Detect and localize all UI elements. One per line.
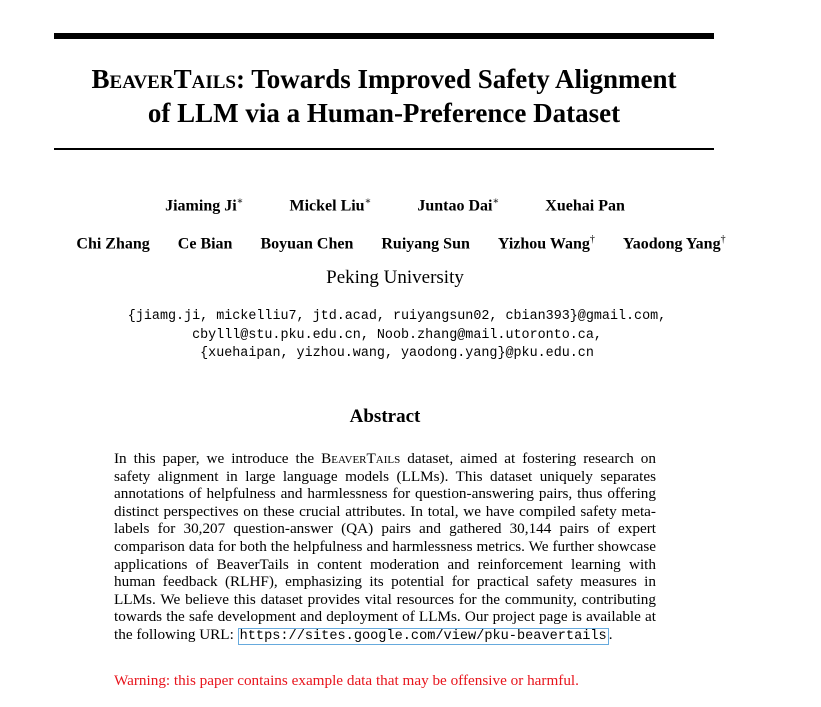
author: Chi Zhang bbox=[76, 235, 150, 253]
top-rule bbox=[54, 33, 714, 39]
title-line-2: of LLM via a Human-Preference Dataset bbox=[147, 98, 621, 128]
author: Jiaming Ji∗ bbox=[165, 196, 244, 215]
paper-title bbox=[40, 62, 728, 130]
email-line: cbylll@stu.pku.edu.cn, Noob.zhang@mail.utoronto.ca, bbox=[192, 327, 602, 343]
author: Juntao Dai∗ bbox=[417, 196, 500, 215]
content-warning: Warning: this paper contains example data that may be offensive or harmful. bbox=[114, 672, 579, 689]
author: Mickel Liu∗ bbox=[289, 196, 372, 215]
author: Yaodong Yang† bbox=[622, 234, 726, 253]
email-line: {jiamg.ji, mickelliu7, jtd.acad, ruiyangsun02, cbian393}@gmail.com, bbox=[127, 309, 667, 324]
bottom-rule bbox=[54, 148, 714, 150]
title-line-1: BeaverTails: Towards Improved Safety Alignment bbox=[91, 64, 677, 94]
project-url-link[interactable]: https://sites.google.com/view/pku-beavertails bbox=[239, 628, 607, 644]
author: Yizhou Wang† bbox=[497, 234, 595, 253]
author: Boyuan Chen bbox=[260, 235, 354, 253]
email-line: {xuehaipan, yizhou.wang, yaodong.yang}@pku.edu.cn bbox=[200, 346, 594, 361]
email-block bbox=[0, 308, 794, 364]
abstract-body: In this paper, we introduce the BeaverTails dataset, aimed at fostering research on safety alignment in large language models (LLMs). This dataset uniquely separates annotations of helpfulness and harmlessness for question-answering pairs, thus offering distinct perspectives on these crucial attributes. In total, we have compiled safety meta-labels for 30,207 question-answer (QA) pairs and gathered 30,144 pairs of expert comparison data for both the helpfulness and harmlessness metrics. We further showcase applications of BeaverTails in content moderation and reinforcement learning with human feedback (RLHF), emphasizing its potential for practical safety measures in LLMs. We believe this dataset provides vital resources for the community, contributing towards the safe development and deployment of LLMs. Our project page is available at the following URL: https://sites.google.com/view/pku-beavertails . bbox=[114, 450, 656, 644]
affiliation: Peking University bbox=[326, 267, 464, 288]
authors-row-1 bbox=[0, 196, 790, 215]
author: Ce Bian bbox=[177, 235, 233, 253]
author: Xuehai Pan bbox=[545, 197, 625, 215]
abstract-heading: Abstract bbox=[349, 406, 421, 427]
authors-row-2 bbox=[26, 234, 776, 253]
author: Ruiyang Sun bbox=[381, 235, 470, 253]
